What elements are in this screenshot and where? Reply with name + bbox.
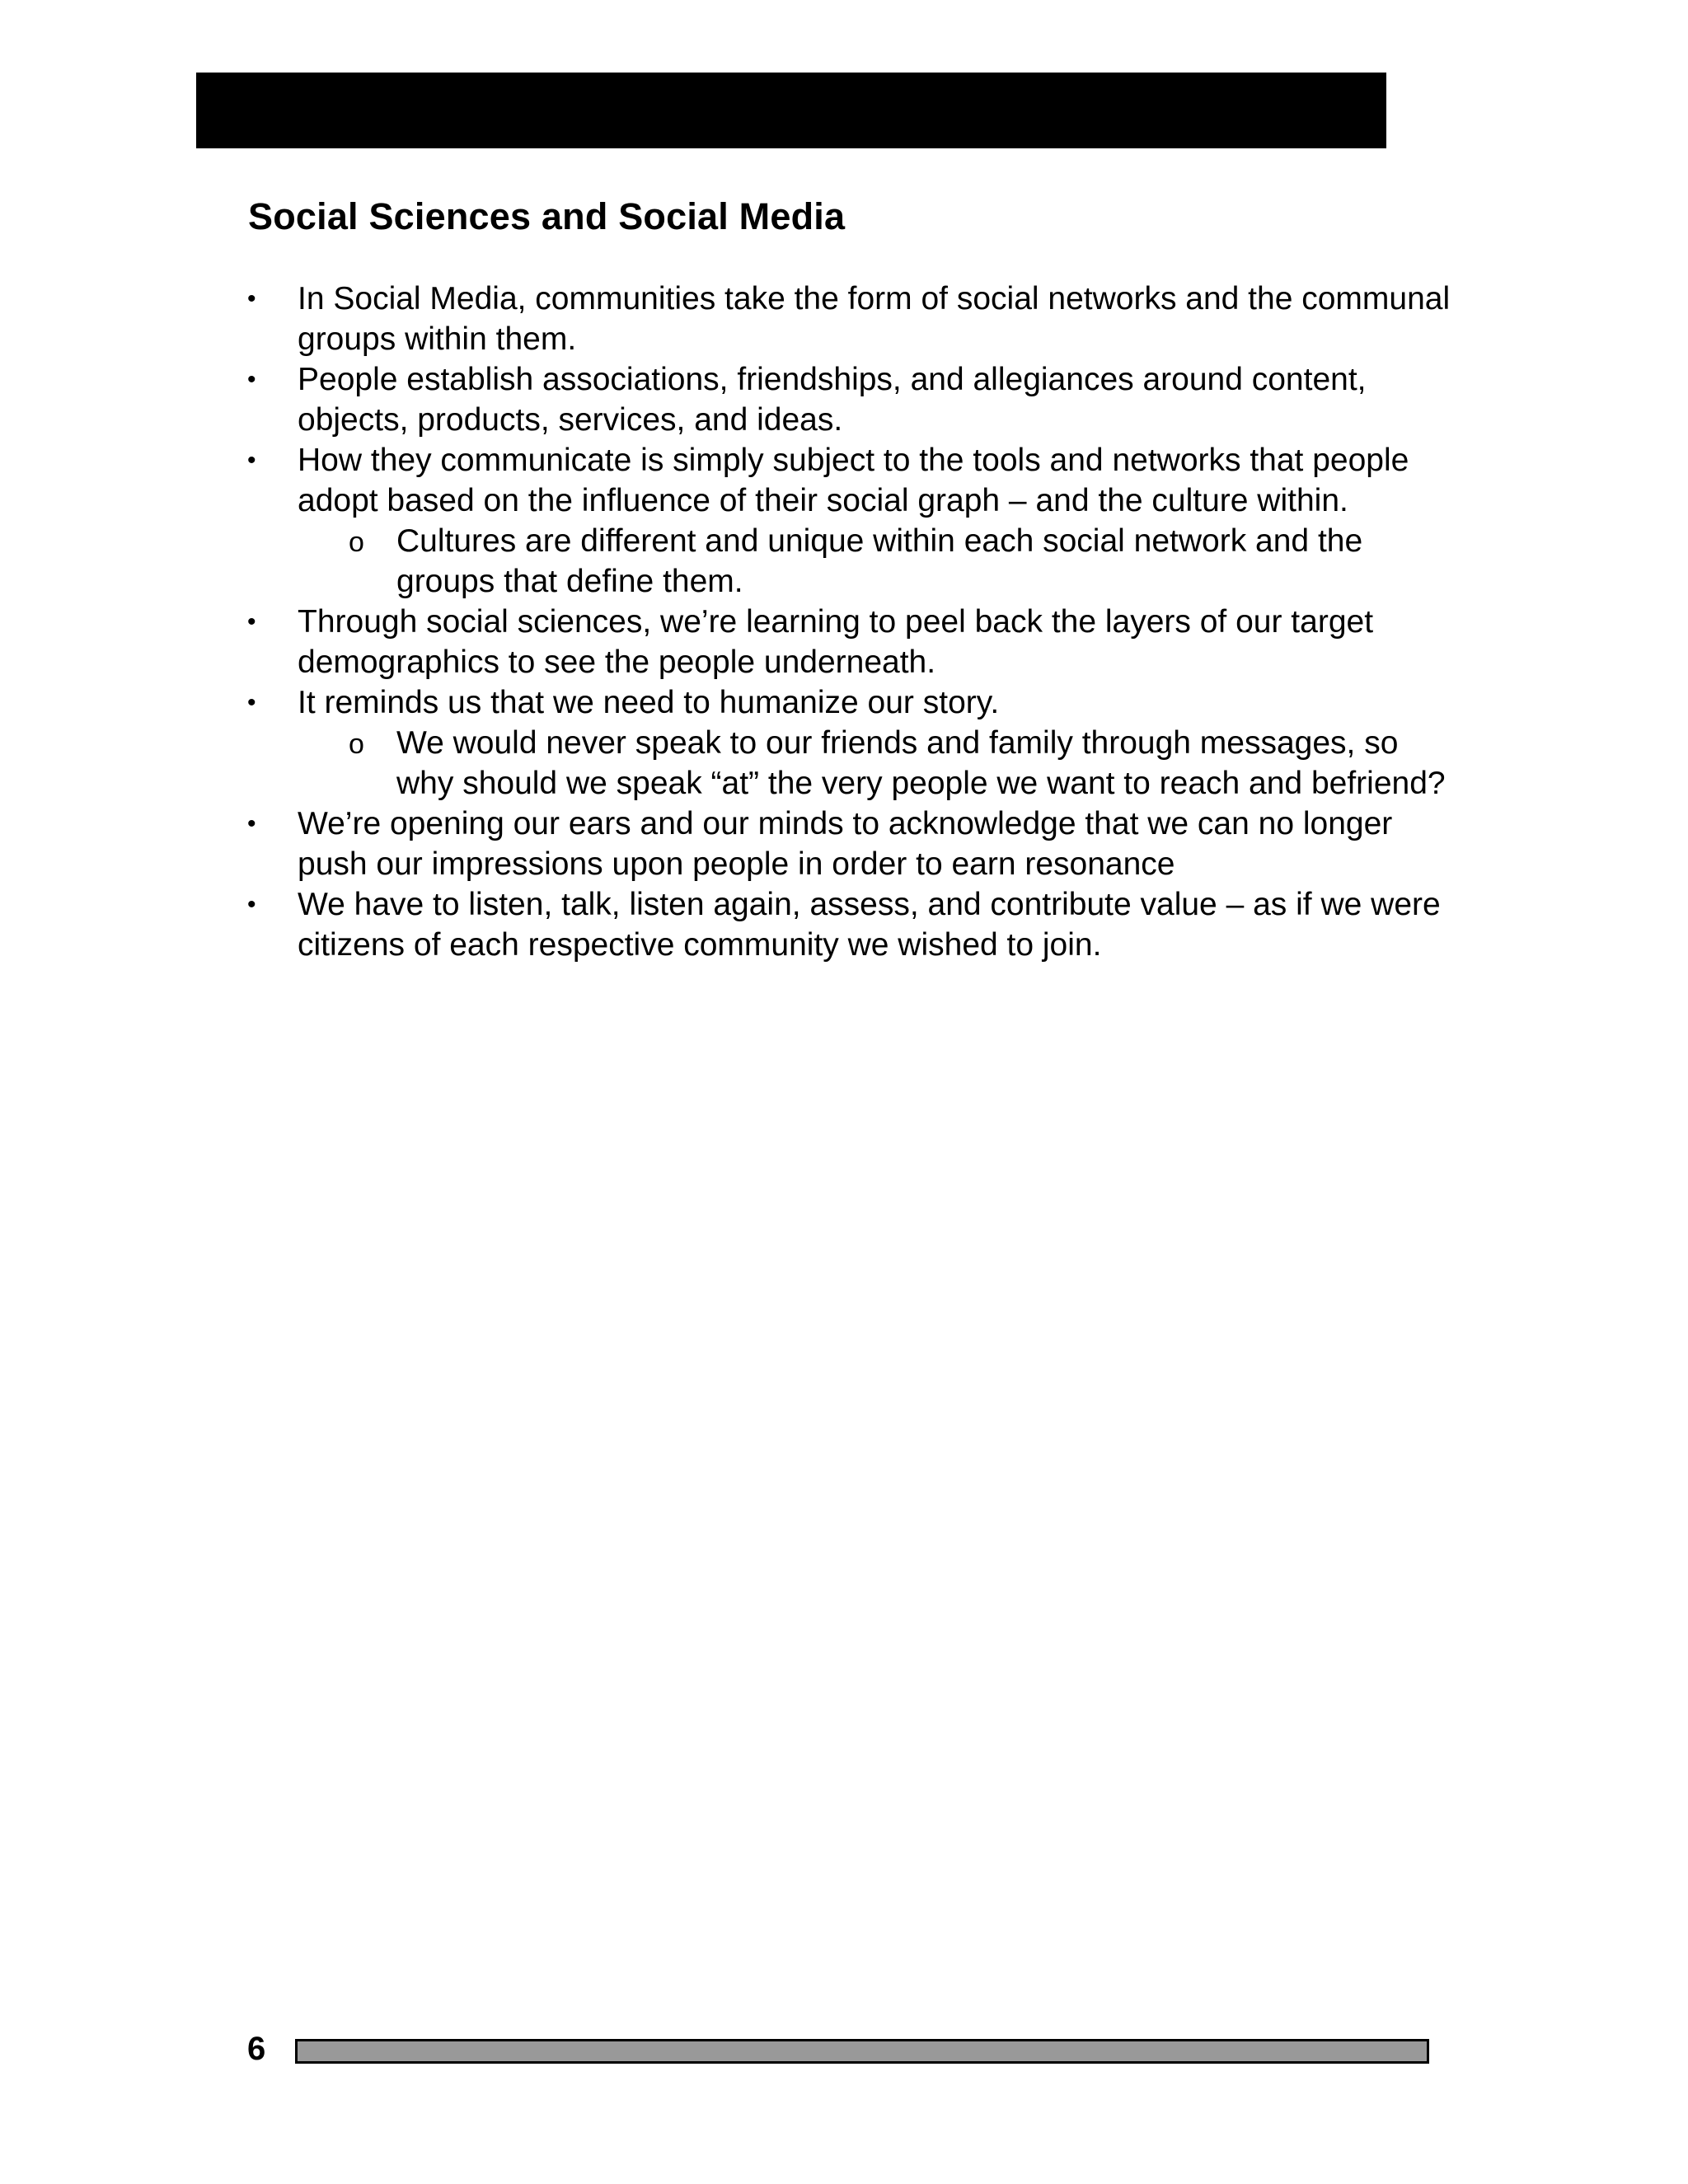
list-item-text: Through social sciences, we’re learning to peel back the layers of our target demographics to see the people underneath. (298, 604, 1374, 680)
footer-bar (295, 2039, 1429, 2064)
list-item (247, 279, 1451, 359)
list-item-text: People establish associations, friendships, and allegiances around content, objects, products, services, and ideas. (298, 362, 1367, 438)
page-number: 6 (247, 2031, 266, 2067)
list-item (247, 804, 1451, 884)
bullet-marker: • (247, 447, 256, 474)
list-item (247, 440, 1451, 602)
bullet-marker: • (247, 810, 256, 837)
sub-bullet-marker: o (349, 527, 364, 558)
sub-bullet-marker: o (349, 729, 364, 760)
bullet-marker: • (247, 608, 256, 635)
list-item-text: We’re opening our ears and our minds to acknowledge that we can no longer push our impressions upon people in order to earn resonance (298, 806, 1393, 882)
list-item-text: In Social Media, communities take the form of social networks and the communal groups within them. (298, 281, 1451, 357)
list-item (247, 884, 1451, 965)
bullet-marker: • (247, 689, 256, 716)
list-item-text: We have to listen, talk, listen again, assess, and contribute value – as if we were citizens of each respective community we wished to join. (298, 887, 1441, 963)
list-item-text: How they communicate is simply subject to the tools and networks that people adopt based on the influence of their social graph – and the culture within. (298, 443, 1409, 518)
sub-list-item (298, 723, 1451, 804)
bullet-marker: • (247, 285, 256, 312)
header-bar (196, 73, 1386, 148)
page-title: Social Sciences and Social Media (248, 195, 846, 237)
bullet-list (247, 279, 1451, 965)
sub-list (298, 723, 1451, 804)
sub-list (298, 521, 1451, 602)
bullet-marker: • (247, 366, 256, 393)
list-item (247, 682, 1451, 804)
bullet-marker: • (247, 891, 256, 918)
list-item (247, 602, 1451, 682)
sub-list-item (298, 521, 1451, 602)
list-item (247, 359, 1451, 440)
sub-list-item-text: We would never speak to our friends and family through messages, so why should we speak “at” the very people we want to reach and befriend? (396, 725, 1446, 801)
document-body (247, 279, 1451, 965)
list-item-text: It reminds us that we need to humanize our story. (298, 685, 1000, 720)
sub-list-item-text: Cultures are different and unique within each social network and the groups that define them. (396, 523, 1363, 599)
